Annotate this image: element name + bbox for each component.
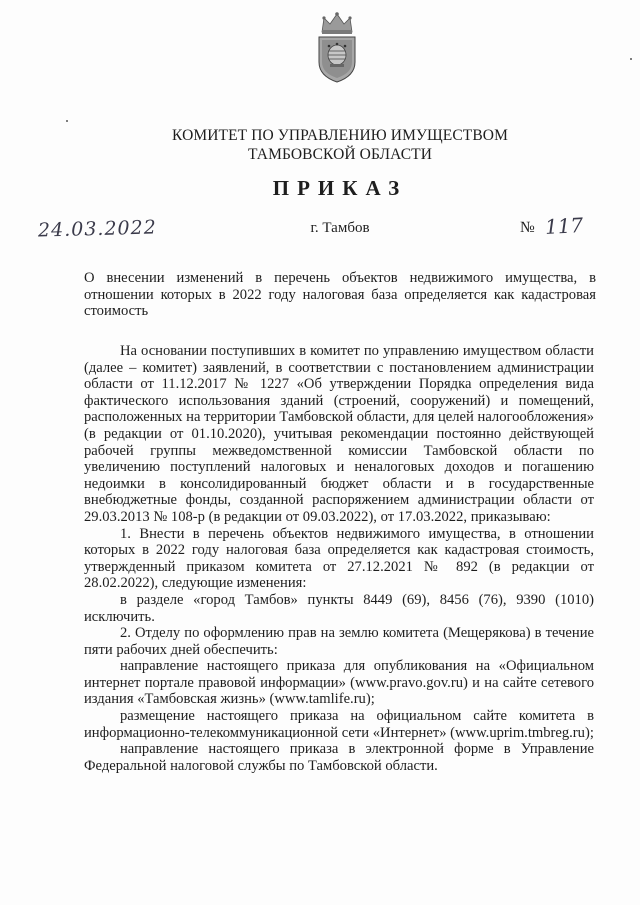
handwritten-date: 24.03.2022 xyxy=(37,216,158,242)
document-body xyxy=(84,343,594,774)
body-paragraph-item-1: 1. Внести в перечень объектов недвижимого имущества, в отношении которых в 2022 году налоговая база определяется как кадастровая стоимость, утвержденный приказом комитета от 27.12.2021 № 892 (в редакции от 28.02.2022), следующие изменения: xyxy=(84,525,594,592)
document-subject: О внесении изменений в перечень объектов недвижимого имущества, в отношении которых в 2022 году налоговая база определяется как кадастровая стоимость xyxy=(84,270,596,319)
body-paragraph-item-1-detail: в разделе «город Тамбов» пункты 8449 (69), 8456 (76), 9390 (1010) исключить. xyxy=(84,591,594,625)
document-type-title: ПРИКАЗ xyxy=(272,176,408,200)
organization-line-2: ТАМБОВСКОЙ ОБЛАСТИ xyxy=(248,146,432,163)
body-paragraph-item-2-tax-service: направление настоящего приказа в электронной форме в Управление Федеральной налоговой службы по Тамбовской области. xyxy=(84,741,594,774)
organization-name xyxy=(60,126,620,164)
scan-speck xyxy=(630,58,632,60)
body-paragraph-preamble: На основании поступивших в комитет по управлению имуществом области (далее – комитет) заявлений, в соответствии с постановлением администрации области от 11.12.2017 № 1227 «Об утверждении Порядка определения вида фактического использования зданий (строений, сооружений) и помещений, расположенных на территории Тамбовской области, для целей налогообложения» (в редакции от 01.10.2020), учитывая рекомендации постоянно действующей рабочей группы межведомственной комиссии Тамбовской области по увеличению поступлений налоговых и неналоговых доходов и погашению недоимки в консолидированный бюджет области и в государственные внебюджетные фонды, созданной распоряжением администрации области от 29.03.2013 № 108-р (в редакции от 09.03.2022), от 17.03.2022, приказываю: xyxy=(84,343,594,525)
body-paragraph-item-2: 2. Отделу по оформлению прав на землю комитета (Мещерякова) в течение пяти рабочих дней обеспечить: xyxy=(84,625,594,658)
scan-speck xyxy=(66,120,68,122)
body-paragraph-item-2-website: размещение настоящего приказа на официальном сайте комитета в информационно-телекоммуникационной сети «Интернет» (www.uprim.tmbreg.ru); xyxy=(84,708,594,741)
organization-line-1: КОМИТЕТ ПО УПРАВЛЕНИЮ ИМУЩЕСТВОМ xyxy=(172,127,508,144)
handwritten-number: 117 xyxy=(544,213,584,239)
number-sign: № xyxy=(520,219,535,236)
coat-of-arms-icon xyxy=(312,10,362,84)
city-label: г. Тамбов xyxy=(310,220,370,236)
body-paragraph-item-2-publish: направление настоящего приказа для опубликования на «Официальном интернет портале правовой информации» (www.pravo.gov.ru) и на сайте сетевого издания «Тамбовская жизнь» (www.tamlife.ru); xyxy=(84,658,594,708)
